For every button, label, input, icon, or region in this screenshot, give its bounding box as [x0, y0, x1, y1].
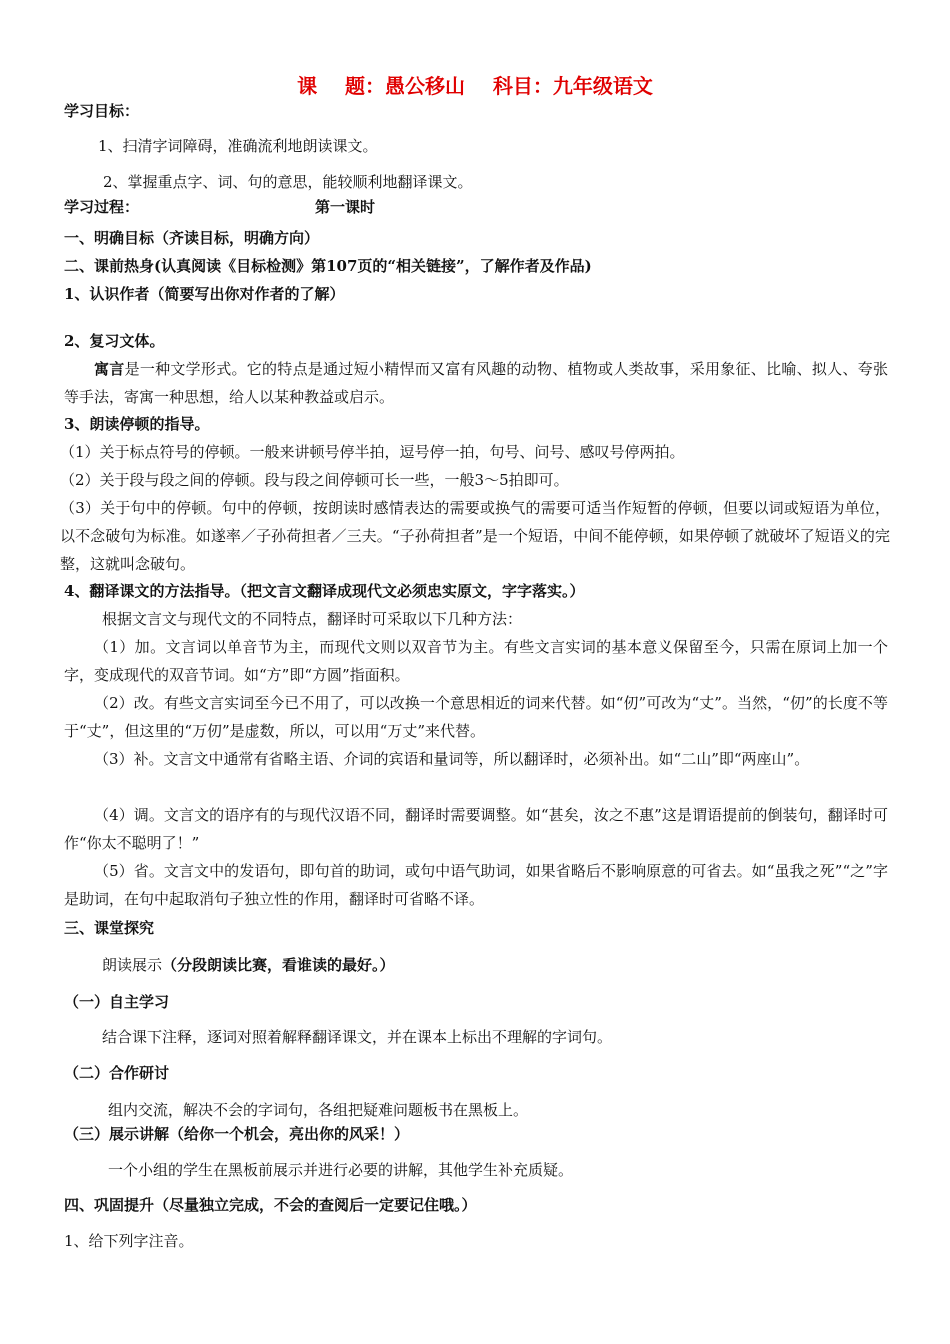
fable-term: 寓言: [94, 360, 125, 378]
objective-item: 1、扫清字词障碍，准确流利地朗读课文。: [98, 137, 378, 155]
fable-text: 是一种文学形式。它的特点是通过短小精悍而又富有风趣的动物、植物或人类故事，采用象征、比喻、拟人、夸张等手法，寄寓一种思想，给人以某种教益或启示。: [64, 360, 888, 406]
subsection-text: 一个小组的学生在黑板前展示并进行必要的讲解，其他学生补充质疑。: [108, 1161, 574, 1179]
method-item: （3）补。文言文中通常有省略主语、介词的宾语和量词等，所以翻译时，必须补出。如“二山”即“两座山”。: [94, 750, 810, 768]
reading-show-note: （分段朗读比赛，看谁读的最好。）: [162, 956, 395, 974]
pause-rule: （2）关于段与段之间的停顿。段与段之间停顿可长一些，一般3～5拍即可。: [60, 471, 569, 489]
section-heading: 四、巩固提升（尽量独立完成，不会的查阅后一定要记住哦。）: [64, 1196, 477, 1214]
page-title: 课 题：愚公移山 科目：九年级语文: [297, 74, 653, 98]
subsection-text: 结合课下注释，逐词对照着解释翻译课文，并在课本上标出不理解的字词句。: [102, 1028, 613, 1046]
subsection-text: 组内交流，解决不会的字词句，各组把疑难问题板书在黑板上。: [108, 1101, 529, 1119]
method-item: （4）调。文言文的语序有的与现代汉语不同，翻译时需要调整。如“甚矣，汝之不惠”这是谓语提前的倒装句，翻译时可作“你太不聪明了！”: [64, 806, 888, 852]
method-item: （5）省。文言文中的发语句，即句首的助词，或句中语气助词，如果省略后不影响原意的可省去。如“虽我之死”“之”字是助词，在句中起取消句子独立性的作用，翻译时可省略不译。: [64, 862, 888, 908]
objective-item: 2、掌握重点字、词、句的意思，能较顺利地翻译课文。: [103, 173, 473, 191]
subsection-heading: （三）展示讲解（给你一个机会，亮出你的风采！）: [64, 1125, 410, 1143]
method-item: （2）改。有些文言实词至今已不用了，可以改换一个意思相近的词来代替。如“仞”可改为“丈”。当然，“仞”的长度不等于“丈”，但这里的“万仞”是虚数，所以，可以用“万丈”来代替。: [64, 694, 888, 740]
section-heading: 三、课堂探究: [64, 919, 155, 937]
exercise-item: 1、给下列字注音。: [64, 1232, 194, 1250]
item-heading: 3、朗读停顿的指导。: [64, 415, 210, 433]
pause-rule: （3）关于句中的停顿。句中的停顿，按朗读时感情表达的需要或换气的需要可适当作短暂的停顿，但要以词或短语为单位，以不念破句为标准。如遂率／子孙荷担者／三夫。“子孙荷担者”是一个短语，中间不能停顿，如果停顿了就破坏了短语义的完整，这就叫念破句。: [60, 499, 890, 573]
subsection-heading: （一）自主学习: [64, 993, 170, 1011]
fable-paragraph: [64, 355, 888, 411]
process-heading: 学习过程：: [64, 198, 140, 216]
reading-show-label: 朗读展示: [102, 956, 163, 974]
subsection-heading: （二）合作研讨: [64, 1064, 170, 1082]
section-heading: 一、明确目标（齐读目标，明确方向）: [64, 229, 320, 247]
method-item: （1）加。文言词以单音节为主，而现代文则以双音节为主。有些文言实词的基本意义保留至今，只需在原词上加一个字，变成现代的双音节词。如“方”即“方圆”指面积。: [64, 638, 888, 684]
lesson-label: 第一课时: [315, 198, 376, 216]
item-heading: 4、翻译课文的方法指导。（把文言文翻译成现代文必须忠实原文，字字落实。）: [64, 582, 585, 600]
reading-show: [102, 955, 395, 975]
pause-rule: （1）关于标点符号的停顿。一般来讲顿号停半拍，逗号停一拍，句号、问号、感叹号停两拍。: [60, 443, 685, 461]
item-heading: 2、复习文体。: [64, 332, 165, 350]
methods-intro: 根据文言文与现代文的不同特点，翻译时可采取以下几种方法：: [102, 610, 523, 628]
item-heading: 1、认识作者（简要写出你对作者的了解）: [64, 285, 345, 303]
section-heading: 二、课前热身(认真阅读《目标检测》第107页的“相关链接”，了解作者及作品): [64, 257, 592, 275]
objectives-heading: 学习目标：: [64, 102, 140, 120]
